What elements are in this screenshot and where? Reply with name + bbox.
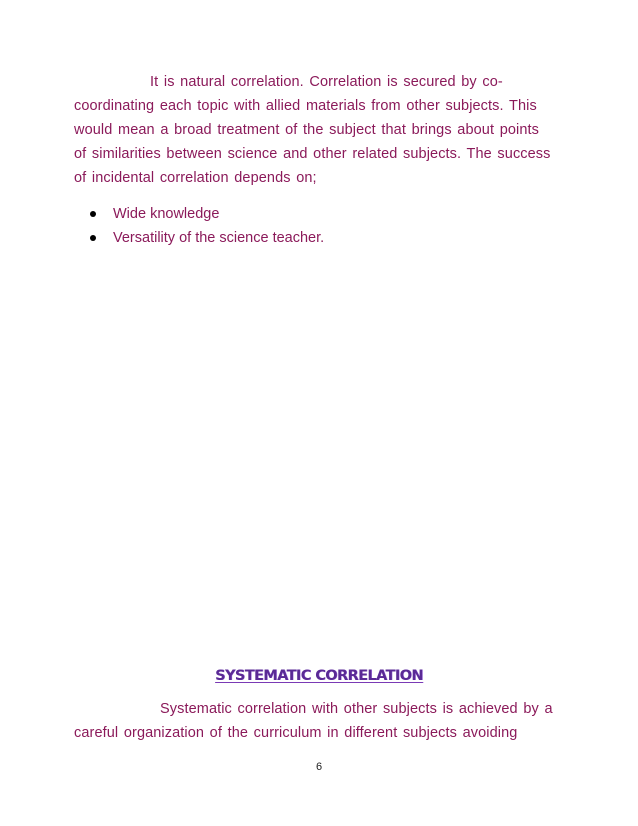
paragraph-line: of incidental correlation depends on;	[74, 170, 317, 186]
paragraph-line: It is natural correlation. Correlation is secured by co-	[150, 74, 503, 90]
bullet-list	[90, 202, 324, 250]
bullet-item	[90, 226, 324, 250]
page-number: 6	[315, 761, 323, 773]
bullet-item	[90, 202, 324, 226]
section-heading: SYSTEMATIC CORRELATION	[215, 668, 423, 684]
paragraph-incidental-correlation	[74, 70, 574, 190]
bullet-text: Wide knowledge	[113, 206, 220, 222]
bullet-icon	[90, 211, 96, 217]
paragraph-line: would mean a broad treatment of the subject that brings about points	[74, 122, 540, 138]
paragraph-line: coordinating each topic with allied materials from other subjects. This	[74, 98, 537, 114]
paragraph-systematic-correlation	[74, 697, 574, 745]
paragraph-line: careful organization of the curriculum in different subjects avoiding	[74, 725, 518, 741]
bullet-text: Versatility of the science teacher.	[113, 230, 325, 246]
bullet-icon	[90, 235, 96, 241]
paragraph-line: Systematic correlation with other subjects is achieved by a	[160, 701, 553, 717]
paragraph-line: of similarities between science and other related subjects. The success	[74, 146, 551, 162]
